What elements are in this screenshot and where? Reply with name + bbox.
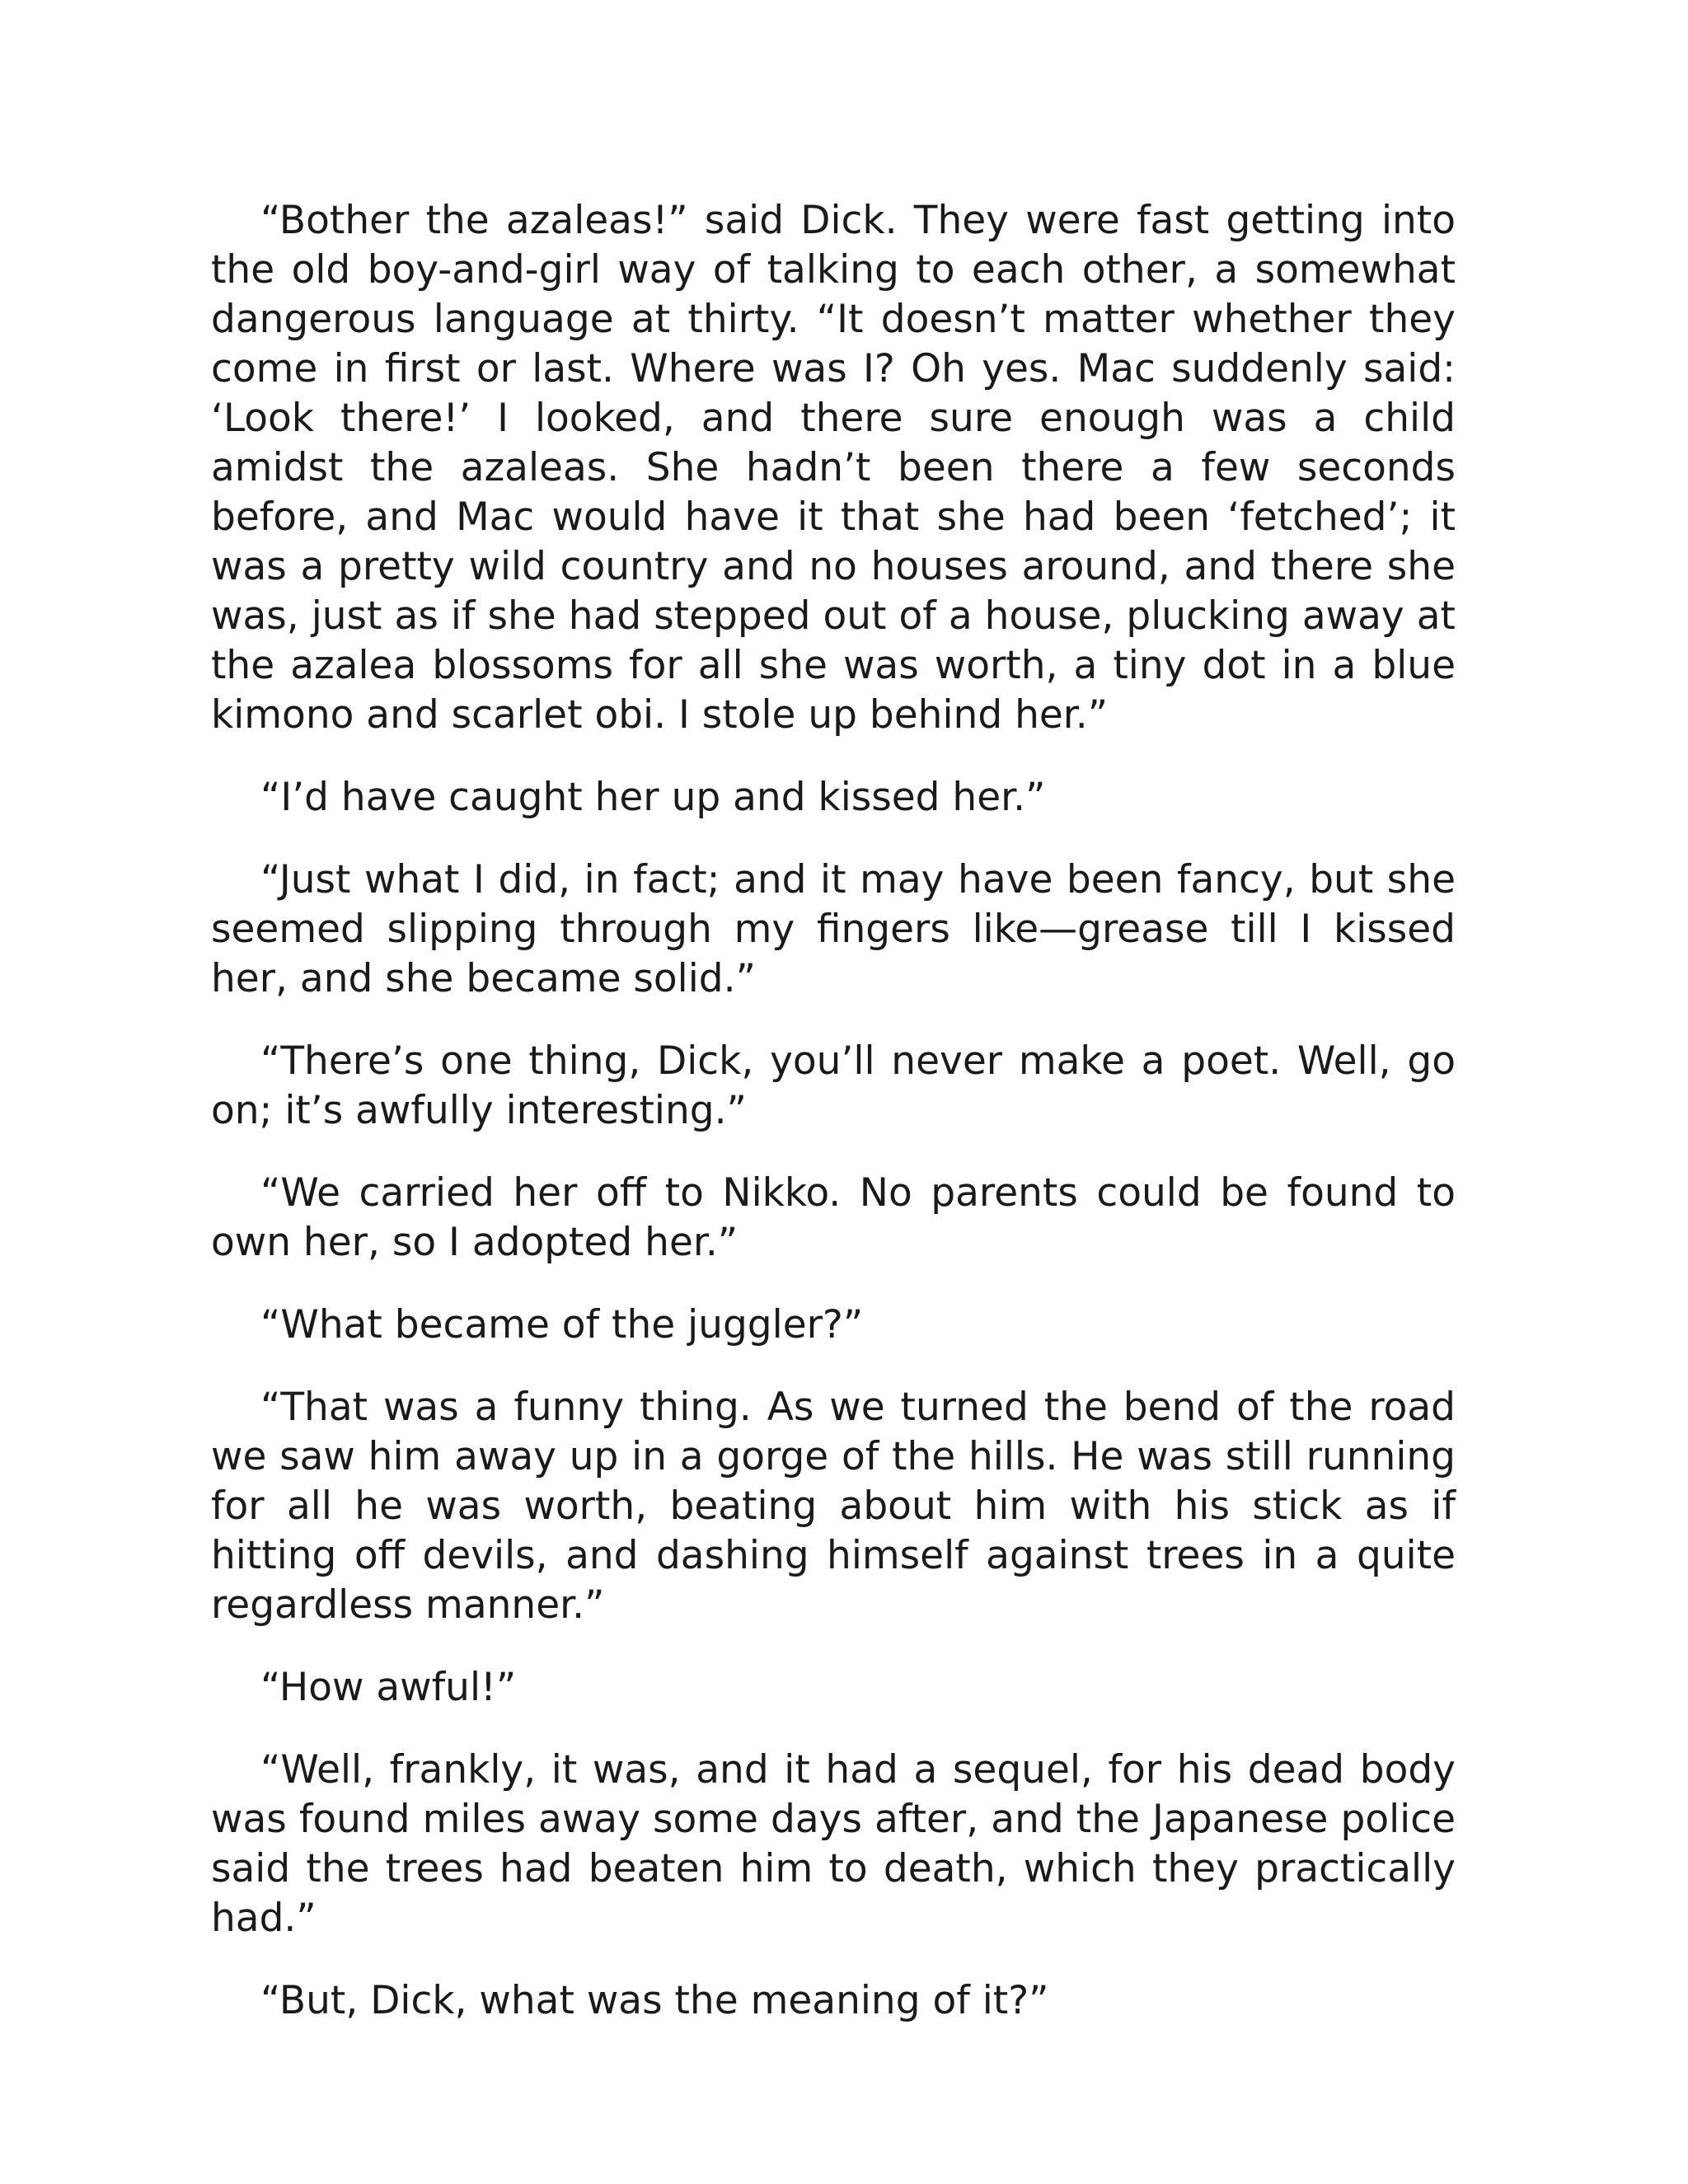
paragraph: “I’d have caught her up and kissed her.” — [260, 775, 1046, 820]
paragraph: “Just what I did, in fact; and it may have been fancy, but she seemed slipping through my fingers like—grease till I kissed her, and she became solid.” — [211, 857, 1456, 1001]
paragraph: “That was a funny thing. As we turned the bend of the road we saw him away up in a gorge of the hills. He was still running for all he was worth, beating about him with his stick as if hitting off devils, and dashing himself against trees in a quite regardless manner.” — [211, 1385, 1456, 1628]
paragraph: “How awful!” — [260, 1665, 517, 1710]
paragraph: “But, Dick, what was the meaning of it?” — [260, 1978, 1049, 2023]
paragraph: “Bother the azaleas!” said Dick. They were fast getting into the old boy-and-girl way of talking to each other, a somewhat dangerous language at thirty. “It doesn’t matter whether they come in first or last. Where was I? Oh yes. Mac suddenly said: ‘Look there!’ I looked, and there sure enough was a child amidst the azaleas. She hadn’t been there a few seconds before, and Mac would have it that she had been ‘fetched’; it was a pretty wild country and no houses around, and there she was, just as if she had stepped out of a house, plucking away at the azalea blossoms for all she was worth, a tiny dot in a blue kimono and scarlet obi. I stole up behind her.” — [211, 198, 1456, 738]
paragraph: “There’s one thing, Dick, you’ll never make a poet. Well, go on; it’s awfully interesting.” — [211, 1038, 1456, 1133]
document-page — [211, 196, 1456, 2059]
paragraph: “Well, frankly, it was, and it had a sequel, for his dead body was found miles away some days after, and the Japanese police said the trees had beaten him to death, which they practically had.” — [211, 1747, 1456, 1941]
paragraph: “We carried her off to Nikko. No parents could be found to own her, so I adopted her.” — [211, 1170, 1456, 1265]
paragraph: “What became of the juggler?” — [260, 1302, 864, 1347]
